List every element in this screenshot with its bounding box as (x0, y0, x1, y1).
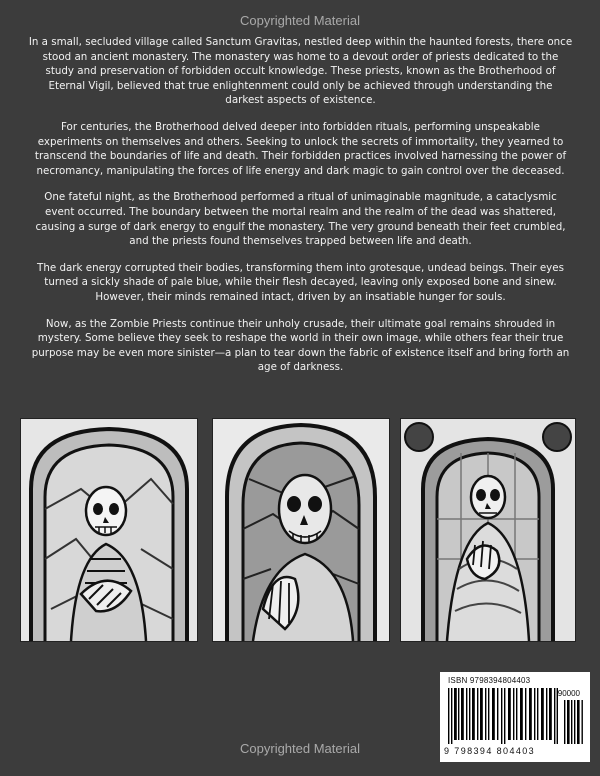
copyright-watermark-top: Copyrighted Material (240, 13, 360, 28)
back-cover-blurb (28, 35, 573, 387)
blurb-paragraph: In a small, secluded village called Sanctum Gravitas, nestled deep within the haunted forests, there once stood an ancient monastery. The monastery was home to a devout order of priests dedicated to the study and preservation of forbidden occult knowledge. These priests, known as the Brotherhood of Eternal Vigil, believed that true enlightenment could only be achieved through understanding the darkest aspects of existence. (28, 36, 573, 107)
blurb-paragraph: One fateful night, as the Brotherhood performed a ritual of unimaginable magnitude, a cataclysmic event occurred. The boundary between the mortal realm and the realm of the dead was shattered, causing a surge of dark energy to engulf the monastery. The very ground beneath their feet crumbled, and the priests found themselves trapped between life and death. (35, 191, 566, 248)
blurb-paragraph: The dark energy corrupted their bodies, transforming them into grotesque, undead beings. Their eyes turned a sickly shade of pale blue, while their flesh decayed, leaving only exposed bone and sinew. However, their minds remained intact, driven by an insatiable hunger for souls. (37, 261, 564, 303)
price-code: 90000 (557, 689, 580, 698)
barcode-digits: 9 798394 804403 (444, 746, 536, 756)
zombie-priest-arch-illustration-icon (20, 418, 198, 642)
zombie-priest-skeleton-illustration-icon (400, 418, 576, 642)
zombie-priest-window-illustration-icon (212, 418, 390, 642)
isbn-label: ISBN 9798394804403 (448, 676, 531, 685)
blurb-paragraph: For centuries, the Brotherhood delved deeper into forbidden rituals, performing unspeakable experiments on themselves and others. Seeking to unlock the secrets of immortality, they yearned to transcend the boundaries of life and death. Their forbidden practices involved harnessing the power of necromancy, manipulating the forces of life energy and dark magic to gain control over the deceased. (34, 120, 567, 177)
copyright-watermark-bottom: Copyrighted Material (240, 741, 360, 756)
price-bars-icon (564, 700, 584, 744)
blurb-paragraph: Now, as the Zombie Priests continue their unholy crusade, their ultimate goal remains shrouded in mystery. Some believe they seek to reshape the world in their own image, while others fear their true purpose may be even more sinister—a plan to tear down the fabric of existence itself and bring forth an age of darkness. (31, 317, 570, 374)
barcode-bars-icon (448, 688, 558, 744)
